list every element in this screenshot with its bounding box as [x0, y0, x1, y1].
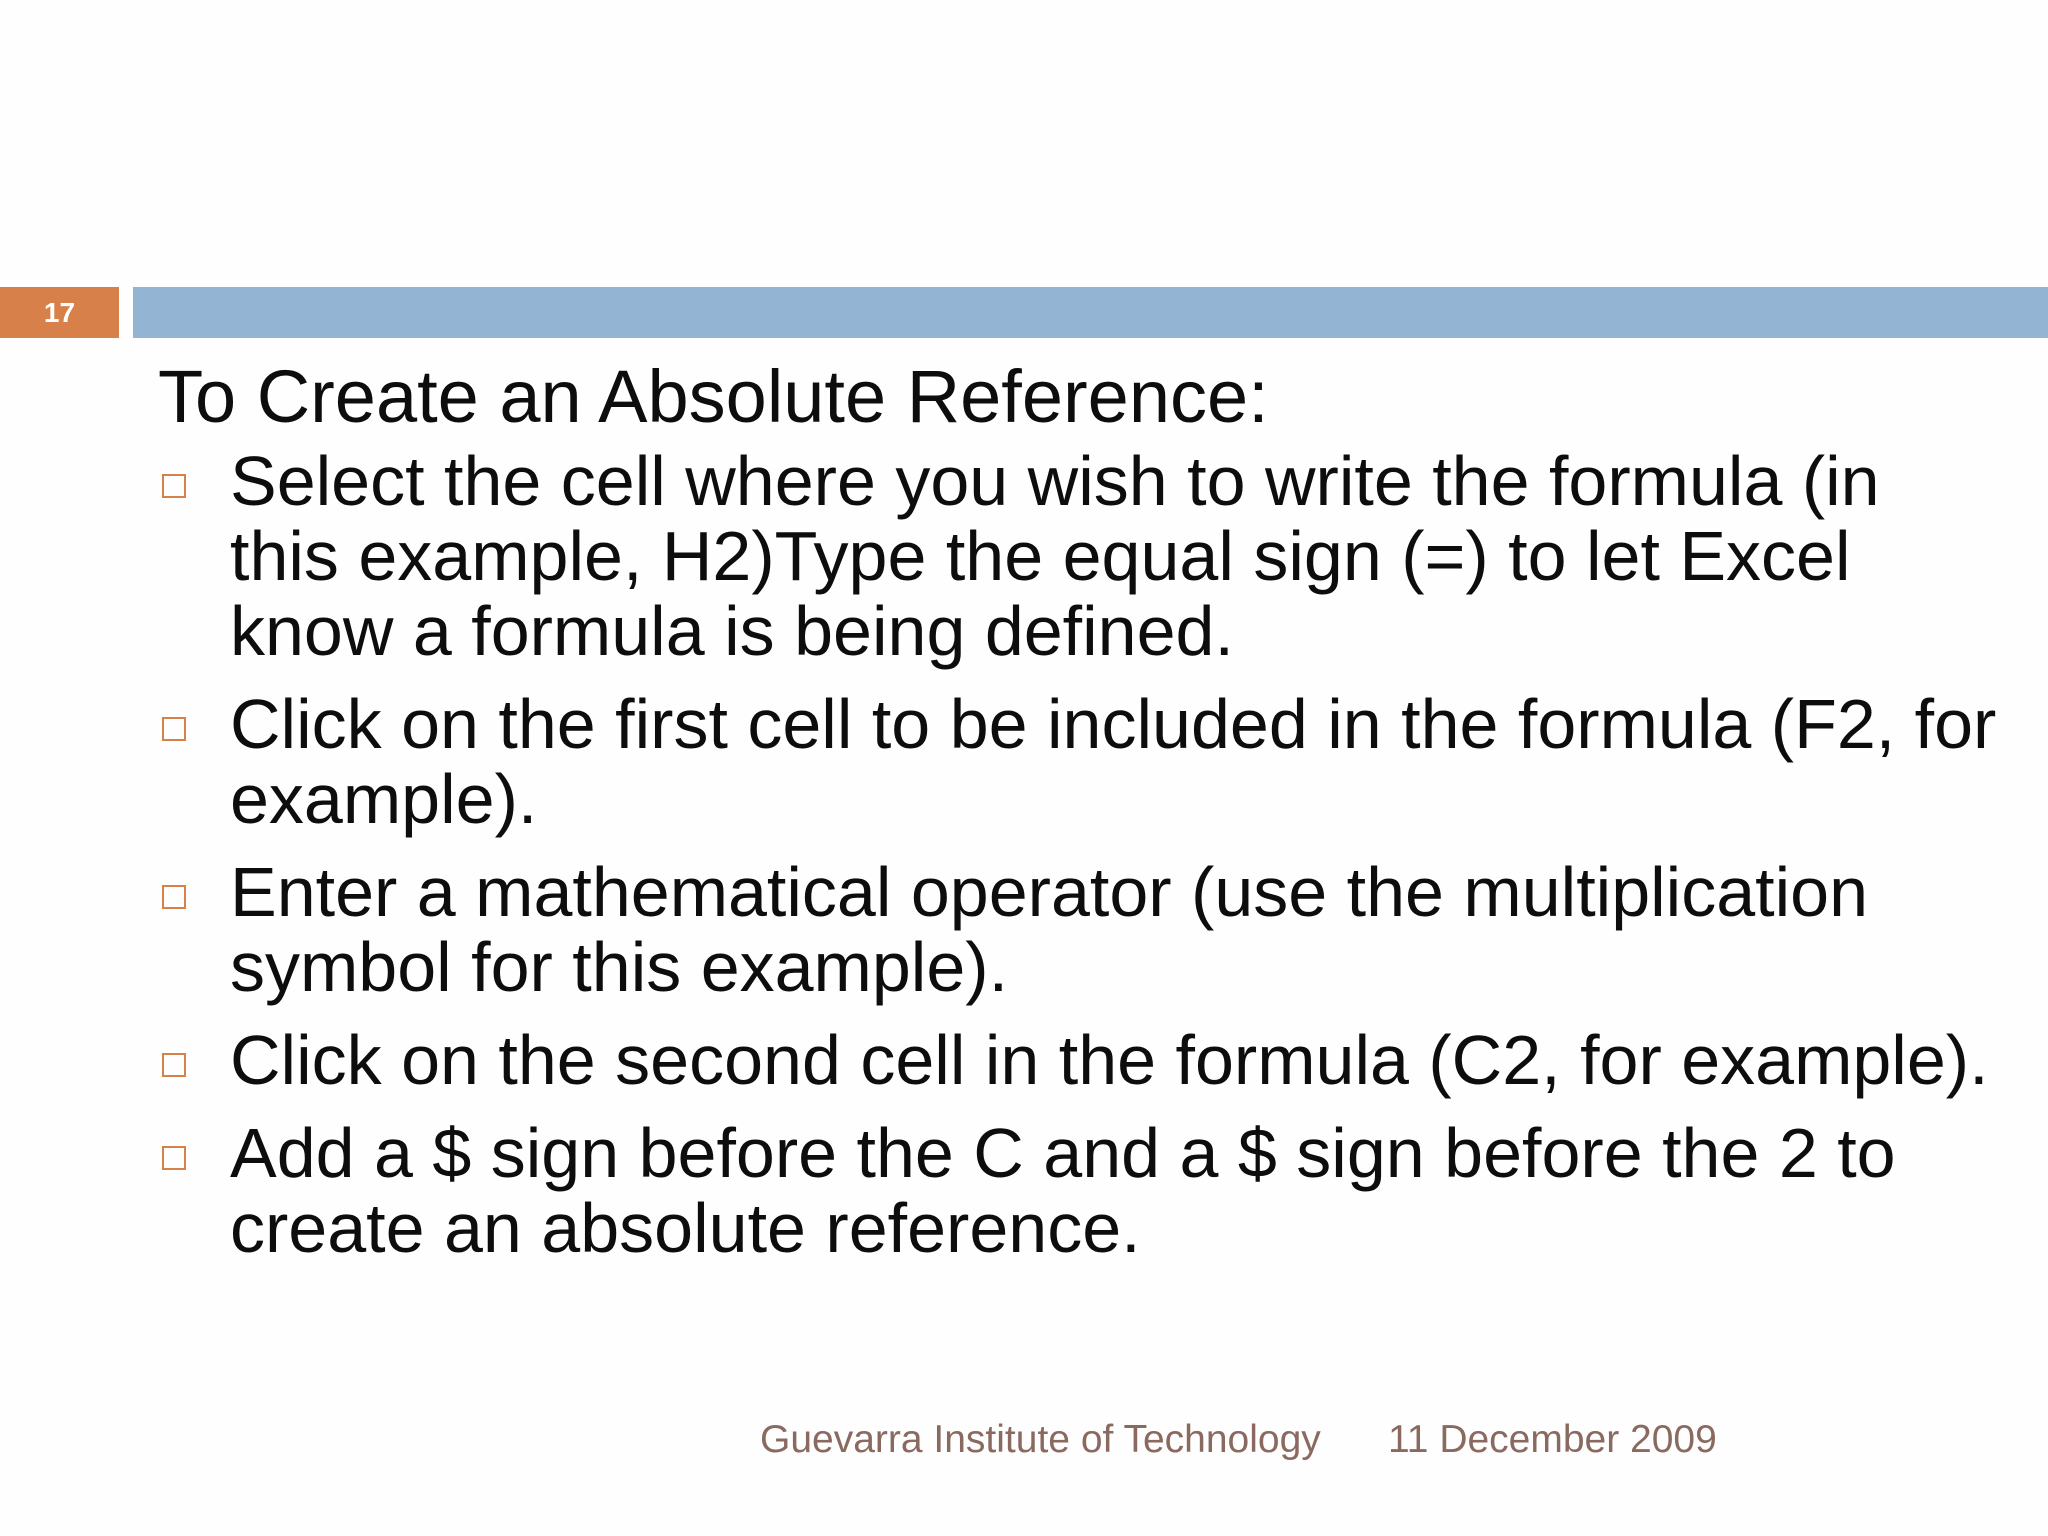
footer-organization: Guevarra Institute of Technology: [760, 1418, 1321, 1461]
hollow-square-icon: [162, 717, 186, 741]
bullet-item: [158, 1116, 1998, 1266]
header-bar: [133, 287, 2048, 338]
bullet-text: Add a $ sign before the C and a $ sign before the 2 to create an absolute reference.: [230, 1114, 1896, 1267]
footer-date: 11 December 2009: [1388, 1418, 1717, 1461]
bullet-list: [158, 444, 1998, 1266]
bullet-text: Click on the second cell in the formula (C2, for example).: [230, 1021, 1989, 1099]
bullet-text: Click on the first cell to be included in the formula (F2, for example).: [230, 685, 1997, 838]
bullet-item: [158, 687, 1998, 837]
slide-number-badge: [0, 287, 119, 338]
hollow-square-icon: [162, 885, 186, 909]
slide-number: 17: [43, 296, 76, 328]
bullet-item: [158, 444, 1998, 669]
bullet-item: [158, 855, 1998, 1005]
bullet-item: [158, 1023, 1998, 1098]
bullet-text: Enter a mathematical operator (use the multiplication symbol for this example).: [230, 853, 1869, 1006]
hollow-square-icon: [162, 1053, 186, 1077]
slide-content: [158, 352, 1998, 1284]
hollow-square-icon: [162, 1146, 186, 1170]
hollow-square-icon: [162, 474, 186, 498]
bullet-text: Select the cell where you wish to write the formula (in this example, H2)Type the equal sign (=) to let Excel know a formula is being defined.: [230, 442, 1880, 670]
slide-heading: To Create an Absolute Reference:: [158, 355, 1269, 438]
